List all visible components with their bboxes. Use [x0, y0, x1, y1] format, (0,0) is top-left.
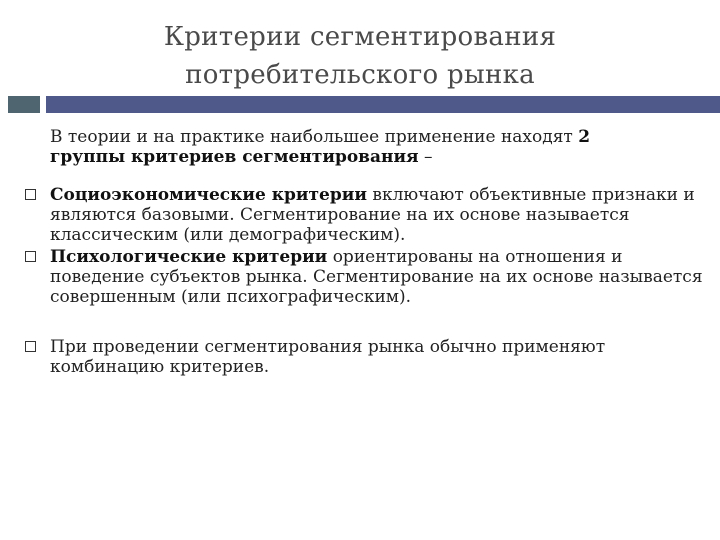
bullet-1-text: включают объективные признаки и являются базовыми. Сегментирование на их основе называется классическим (или демографическим). [50, 185, 695, 245]
bullet-1-bold: Социоэкономические критерии [50, 185, 367, 205]
square-bullet-icon [25, 189, 36, 200]
square-bullet-icon [25, 251, 36, 262]
intro-bold-a: 2 [578, 127, 591, 147]
bullet-2-bold: Психологические критерии [50, 247, 328, 267]
intro-paragraph [50, 127, 705, 167]
square-bullet-icon [25, 341, 36, 352]
intro-text-b: – [418, 147, 433, 167]
header-rule-bar [46, 96, 720, 113]
slide-title-line-1: Критерии сегментирования [163, 22, 557, 52]
intro-text-a: В теории и на практике наибольшее применение находят [50, 127, 579, 147]
header-rule-square [8, 96, 40, 113]
bullet-2-text: ориентированы на отношения и поведение субъектов рынка. Сегментирование на их основе называется совершенным (или психографическим). [50, 247, 703, 307]
slide-title-line-2: потребительского рынка [185, 60, 535, 90]
intro-bold-b: группы критериев сегментирования [50, 147, 419, 167]
list-item [50, 337, 705, 377]
list-item [50, 185, 705, 245]
bullet-list [50, 185, 705, 377]
list-item [50, 247, 705, 307]
slide-body [50, 127, 705, 379]
slide-title [110, 18, 610, 94]
bullet-3-text: При проведении сегментирования рынка обычно применяют комбинацию критериев. [50, 337, 606, 377]
